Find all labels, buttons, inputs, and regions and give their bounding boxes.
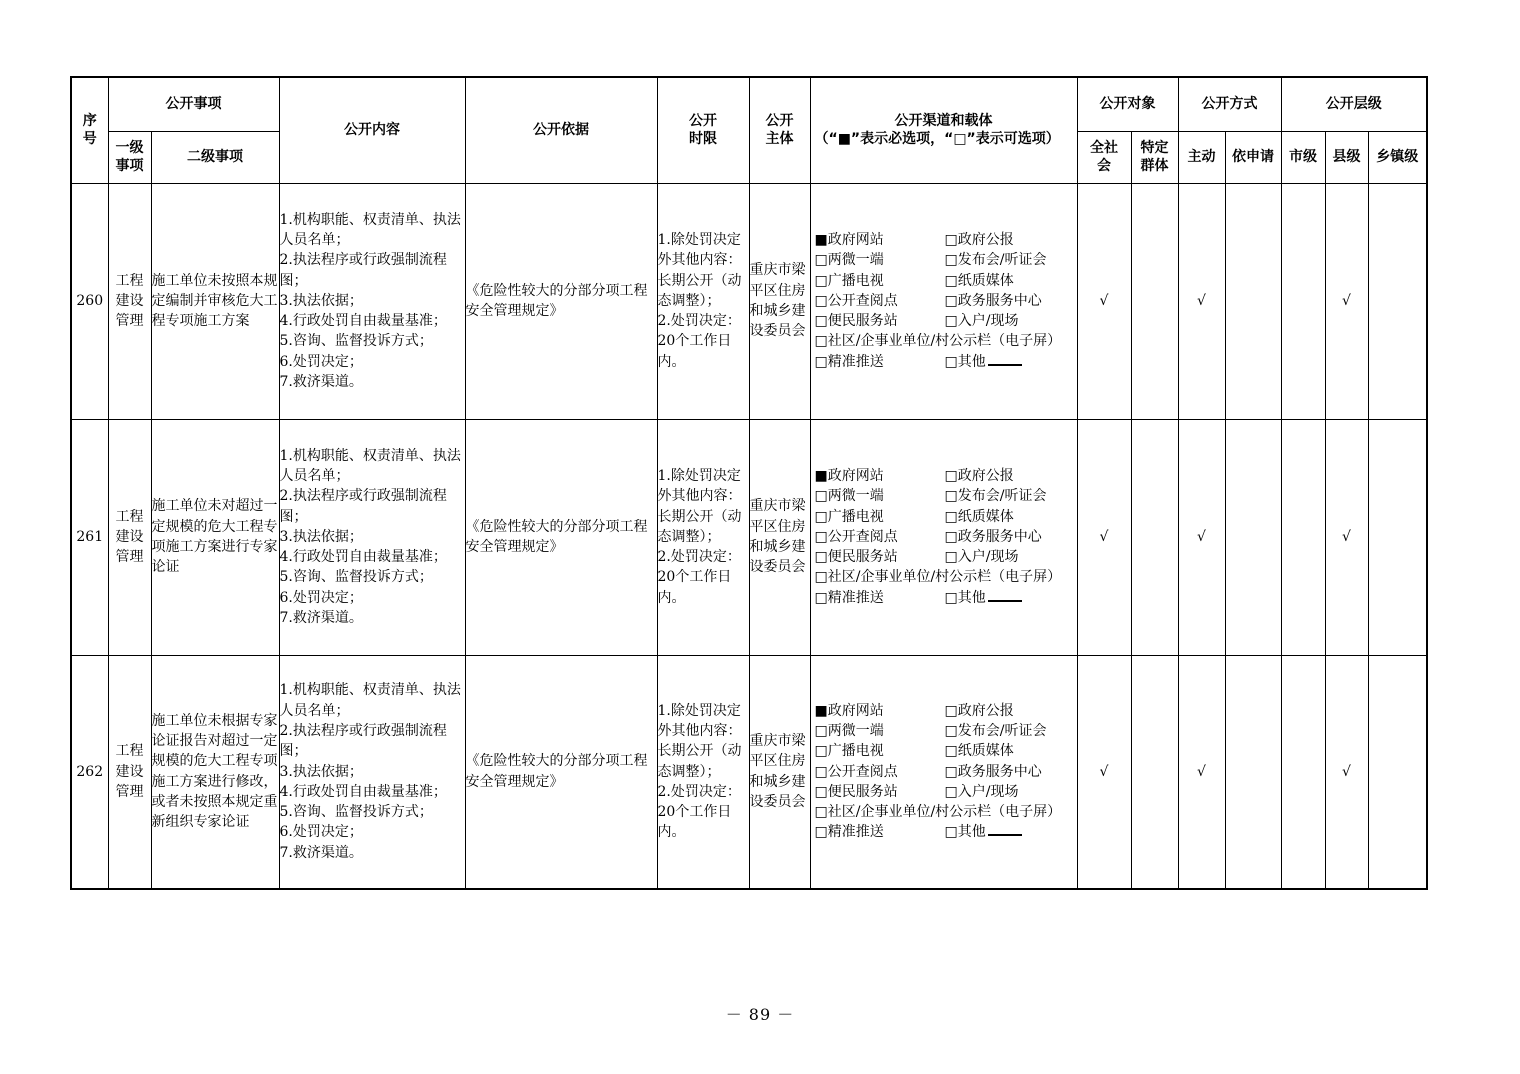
channel-option: □公开查阅点 [814, 528, 898, 545]
row-target-all: √ [1077, 655, 1131, 889]
header-subject: 公开 主体 [749, 77, 810, 183]
row-level2: 施工单位未根据专家论证报告对超过一定规模的危大工程专项施工方案进行修改，或者未按照本规定重新组织专家论证 [151, 655, 279, 889]
channel-option: □公开查阅点 [814, 292, 898, 309]
content-line: 4.行政处罚自由裁量基准； [279, 313, 447, 330]
content-line: 5.咨询、监督投诉方式； [279, 569, 433, 586]
channel-option: □其他 [944, 589, 986, 606]
header-channel-note: （“■”表示必选项，“□”表示可选项） [814, 131, 1060, 148]
row-method-active: √ [1178, 183, 1225, 419]
header-level: 公开层级 [1281, 77, 1427, 131]
row-subject: 重庆市梁平区住房和城乡建设委员会 [749, 655, 810, 889]
channel-option: □社区/企事业单位/村公示栏（电子屏） [814, 804, 1062, 821]
deadline-line: 1.除处罚决定外其他内容：长期公开（动态调整）； [657, 467, 742, 545]
row-target-group [1131, 655, 1178, 889]
channel-option: □入户/现场 [944, 549, 1019, 566]
channel-option: □公开查阅点 [814, 763, 898, 780]
header-level-town: 乡镇级 [1368, 131, 1427, 183]
header-deadline: 公开 时限 [657, 77, 749, 183]
content-line: 7.救济渠道。 [279, 374, 363, 391]
content-line: 2.执法程序或行政强制流程图； [279, 488, 447, 525]
channel-option: □广播电视 [814, 508, 884, 525]
channel-option: □政务服务中心 [944, 528, 1042, 545]
content-line: 3.执法依据； [279, 763, 363, 780]
content-line: 3.执法依据； [279, 528, 363, 545]
channel-option: □纸质媒体 [944, 272, 1014, 289]
row-method-active: √ [1178, 655, 1225, 889]
content-line: 2.执法程序或行政强制流程图； [279, 723, 447, 760]
channel-option: □政务服务中心 [944, 292, 1042, 309]
header-level2: 二级事项 [151, 131, 279, 183]
channel-option: ■政府网站 [814, 467, 884, 484]
row-deadline [657, 419, 749, 655]
deadline-line: 2.处罚决定：20个工作日内。 [657, 783, 741, 841]
header-level-city: 市级 [1281, 131, 1325, 183]
row-level-town [1368, 183, 1427, 419]
row-level1: 工程 建设 管理 [108, 183, 151, 419]
content-line: 5.咨询、监督投诉方式； [279, 804, 433, 821]
row-method-apply [1225, 183, 1281, 419]
blank-underline [988, 352, 1022, 366]
content-line: 1.机构职能、权责清单、执法人员名单； [279, 211, 461, 248]
header-target-group: 特定 群体 [1131, 131, 1178, 183]
row-method-apply [1225, 655, 1281, 889]
row-level2: 施工单位未对超过一定规模的危大工程专项施工方案进行专家论证 [151, 419, 279, 655]
row-level-city [1281, 655, 1325, 889]
channel-option: □广播电视 [814, 272, 884, 289]
deadline-line: 1.除处罚决定外其他内容：长期公开（动态调整）； [657, 231, 742, 309]
row-level1: 工程 建设 管理 [108, 419, 151, 655]
channel-option: □发布会/听证会 [944, 723, 1047, 739]
channel-option: □政府公报 [944, 702, 1014, 719]
blank-underline [988, 822, 1022, 836]
row-basis: 《危险性较大的分部分项工程安全管理规定》 [465, 183, 657, 419]
content-line: 3.执法依据； [279, 292, 363, 309]
channel-option: □入户/现场 [944, 783, 1019, 800]
content-line: 6.处罚决定； [279, 353, 363, 370]
header-method-apply: 依申请 [1225, 131, 1281, 183]
content-line: 2.执法程序或行政强制流程图； [279, 252, 447, 289]
channel-option: □其他 [944, 353, 986, 370]
channel-option: □精准推送 [814, 353, 884, 370]
content-line: 1.机构职能、权责清单、执法人员名单； [279, 447, 461, 484]
header-seq: 序 号 [71, 77, 108, 183]
row-target-group [1131, 419, 1178, 655]
channel-option: □便民服务站 [814, 783, 898, 800]
header-basis: 公开依据 [465, 77, 657, 183]
row-level-county: √ [1325, 183, 1368, 419]
row-level-city [1281, 419, 1325, 655]
row-seq: 261 [71, 419, 108, 655]
channel-option: □社区/企事业单位/村公示栏（电子屏） [814, 569, 1062, 586]
channel-option: ■政府网站 [814, 231, 884, 248]
row-level-county: √ [1325, 419, 1368, 655]
content-line: 1.机构职能、权责清单、执法人员名单； [279, 682, 461, 719]
header-item: 公开事项 [108, 77, 279, 131]
channel-option: □纸质媒体 [944, 743, 1014, 760]
channel-option: □社区/企事业单位/村公示栏（电子屏） [814, 333, 1062, 350]
channel-option: □精准推送 [814, 589, 884, 606]
header-channel [810, 77, 1077, 183]
header-level1: 一级 事项 [108, 131, 151, 183]
row-content [279, 183, 465, 419]
row-channels [810, 419, 1077, 655]
row-content [279, 655, 465, 889]
channel-option: □两微一端 [814, 252, 884, 269]
row-target-group [1131, 183, 1178, 419]
content-line: 7.救济渠道。 [279, 610, 363, 627]
header-method: 公开方式 [1178, 77, 1281, 131]
row-seq: 262 [71, 655, 108, 889]
deadline-line: 2.处罚决定：20个工作日内。 [657, 549, 741, 606]
content-line: 4.行政处罚自由裁量基准； [279, 783, 447, 800]
channel-option: □两微一端 [814, 488, 884, 505]
header-target: 公开对象 [1077, 77, 1178, 131]
channel-option: □其他 [944, 824, 986, 841]
row-content [279, 419, 465, 655]
channel-option: □两微一端 [814, 723, 884, 739]
table-row [71, 655, 1427, 889]
channel-option: □发布会/听证会 [944, 252, 1047, 269]
row-basis: 《危险性较大的分部分项工程安全管理规定》 [465, 419, 657, 655]
row-level-city [1281, 183, 1325, 419]
header-content: 公开内容 [279, 77, 465, 183]
header-level-county: 县级 [1325, 131, 1368, 183]
row-target-all: √ [1077, 183, 1131, 419]
row-basis: 《危险性较大的分部分项工程安全管理规定》 [465, 655, 657, 889]
deadline-line: 1.除处罚决定外其他内容：长期公开（动态调整）； [657, 702, 742, 780]
row-method-active: √ [1178, 419, 1225, 655]
row-channels [810, 655, 1077, 889]
page-number: － 89 － [725, 1005, 795, 1024]
row-deadline [657, 183, 749, 419]
table-row [71, 419, 1427, 655]
header-method-active: 主动 [1178, 131, 1225, 183]
row-channels [810, 183, 1077, 419]
content-line: 5.咨询、监督投诉方式； [279, 333, 433, 350]
row-subject: 重庆市梁平区住房和城乡建设委员会 [749, 183, 810, 419]
row-method-apply [1225, 419, 1281, 655]
row-target-all: √ [1077, 419, 1131, 655]
channel-option: □便民服务站 [814, 313, 898, 330]
content-line: 7.救济渠道。 [279, 844, 363, 861]
row-level2: 施工单位未按照本规定编制并审核危大工程专项施工方案 [151, 183, 279, 419]
header-channel-title: 公开渠道和载体 [894, 113, 993, 130]
row-deadline [657, 655, 749, 889]
blank-underline [988, 588, 1022, 602]
channel-option: □精准推送 [814, 824, 884, 841]
row-level-town [1368, 419, 1427, 655]
channel-option: □广播电视 [814, 743, 884, 760]
row-level-town [1368, 655, 1427, 889]
row-subject: 重庆市梁平区住房和城乡建设委员会 [749, 419, 810, 655]
channel-option: □政府公报 [944, 231, 1014, 248]
content-line: 4.行政处罚自由裁量基准； [279, 549, 447, 566]
channel-option: □政务服务中心 [944, 763, 1042, 780]
disclosure-table [70, 76, 1428, 890]
channel-option: □便民服务站 [814, 549, 898, 566]
channel-option: □入户/现场 [944, 313, 1019, 330]
channel-option: ■政府网站 [814, 702, 884, 719]
content-line: 6.处罚决定； [279, 824, 363, 841]
channel-option: □发布会/听证会 [944, 488, 1047, 505]
row-level-county: √ [1325, 655, 1368, 889]
channel-option: □政府公报 [944, 467, 1014, 484]
header-target-all: 全社 会 [1077, 131, 1131, 183]
row-seq: 260 [71, 183, 108, 419]
channel-option: □纸质媒体 [944, 508, 1014, 525]
table-row [71, 183, 1427, 419]
deadline-line: 2.处罚决定：20个工作日内。 [657, 313, 741, 370]
row-level1: 工程 建设 管理 [108, 655, 151, 889]
content-line: 6.处罚决定； [279, 589, 363, 606]
